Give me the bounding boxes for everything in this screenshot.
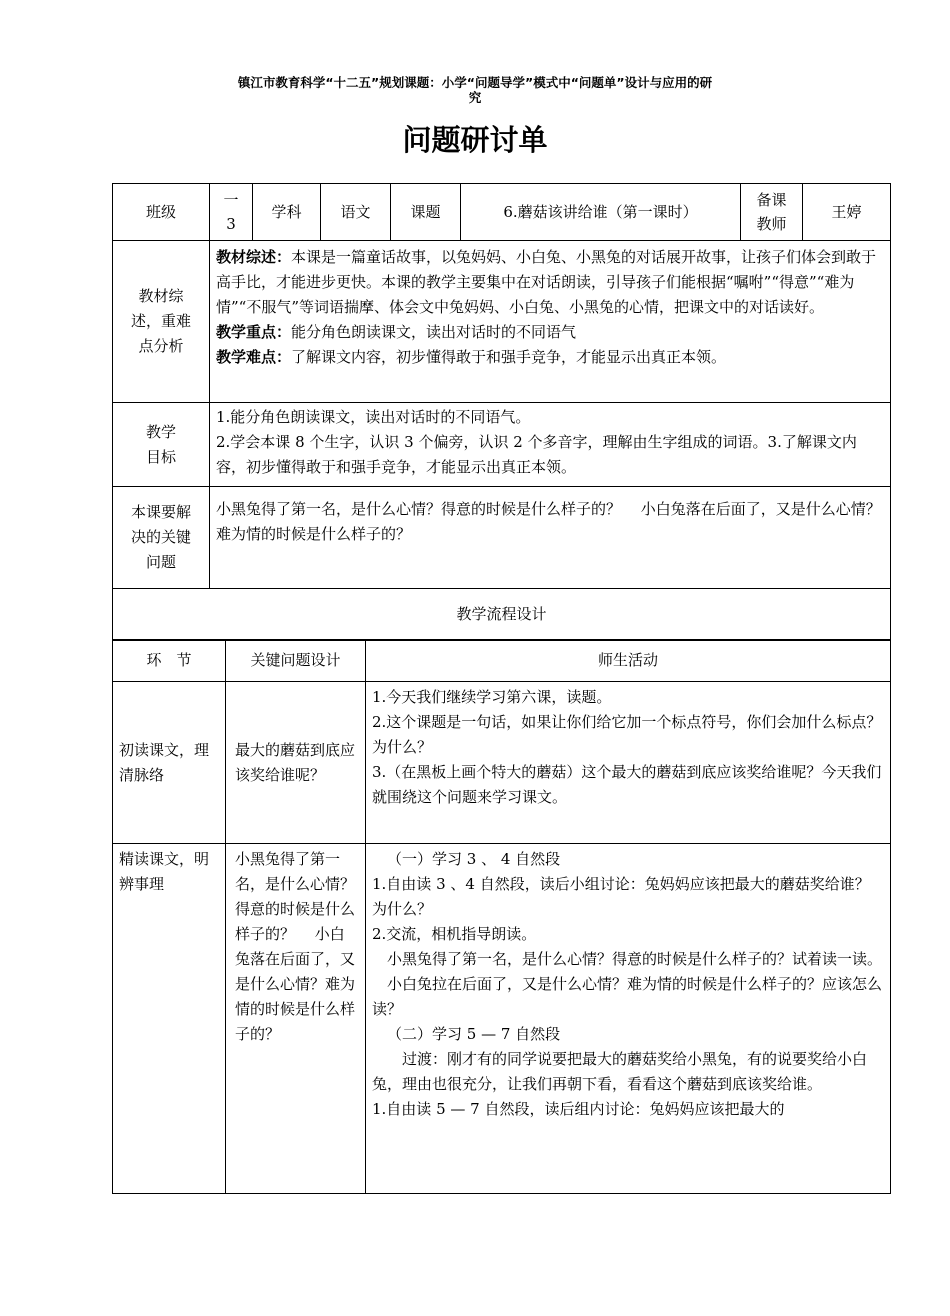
analysis-label-line1: 教材综 xyxy=(138,287,184,305)
class-label: 班级 xyxy=(113,184,210,241)
flow-row xyxy=(113,844,891,1194)
key-question-label-line1: 本课要解 xyxy=(130,503,191,521)
info-row xyxy=(113,184,891,241)
flow-row-activities xyxy=(366,844,891,1194)
analysis-label xyxy=(113,241,210,403)
col-question-header: 关键问题设计 xyxy=(226,640,366,682)
activity-line: 小黑兔得了第一名，是什么心情？得意的时候是什么样子的？试着读一读。 xyxy=(387,950,883,968)
header-line-1: 镇江市教育科学“十二五”规划课题：小学“问题导学”模式中“问题单”设计与应用的研 xyxy=(237,75,713,90)
key-question-label-line2: 决的关键 xyxy=(130,528,191,546)
subject-label: 学科 xyxy=(253,184,321,241)
page-title: 问题研讨单 xyxy=(402,123,548,157)
activity-line: 2.交流，相机指导朗读。 xyxy=(372,925,537,943)
teacher-label xyxy=(741,184,803,241)
class-value-number: 3 xyxy=(226,215,236,233)
key-question-content xyxy=(210,487,891,589)
key-question-label xyxy=(113,487,210,589)
flow-section-row xyxy=(113,589,891,641)
flow-row-question: 小黑兔得了第一名，是什么心情？得意的时候是什么样子的？ 小白兔落在后面了，又是什么心情？难为情的时候是什么样子的？ xyxy=(226,844,366,1194)
col-stage-header: 环 节 xyxy=(113,640,226,682)
col-activity-header: 师生活动 xyxy=(366,640,891,682)
activity-line: 2.这个课题是一句话，如果让你们给它加一个标点符号，你们会加什么标点？为什么？ xyxy=(372,713,882,756)
info-table xyxy=(112,183,891,641)
header-line-2: 究 xyxy=(468,90,482,105)
class-value-grade: 一 xyxy=(223,191,239,209)
analysis-label-line2: 述，重难 xyxy=(130,312,191,330)
focus-label: 教学重点： xyxy=(216,323,292,341)
topic-value: 6.蘑菇该讲给谁（第一课时） xyxy=(461,184,741,241)
teacher-label-line2: 教师 xyxy=(756,215,787,233)
flow-row-stage: 精读课文，明辨事理 xyxy=(113,844,226,1194)
difficulty-label: 教学难点： xyxy=(216,348,292,366)
difficulty-text: 了解课文内容，初步懂得敢于和强手竞争，才能显示出真正本领。 xyxy=(291,348,727,366)
key-question-text: 小黑兔得了第一名，是什么心情？得意的时候是什么样子的？ 小白兔落在后面了，又是什么心情？难为情的时候是什么样子的？ xyxy=(216,500,881,543)
document-header xyxy=(120,75,830,105)
goal-line-2: 2.学会本课 8 个生字，认识 3 个偏旁，认识 2 个多音字，理解由生字组成的词语。3.了解课文内容，初步懂得敢于和强手竞争，才能显示出真正本领。 xyxy=(216,433,857,476)
key-question-row xyxy=(113,487,891,589)
activity-line: 1.自由读 5 — 7 自然段，读后组内讨论：兔妈妈应该把最大的 xyxy=(372,1100,785,1118)
key-question-label-line3: 问题 xyxy=(145,553,176,571)
goals-label-line2: 目标 xyxy=(145,447,176,466)
goals-content xyxy=(210,403,891,487)
flow-header-row xyxy=(113,640,891,682)
flow-row-activities xyxy=(366,682,891,844)
flow-section-title: 教学流程设计 xyxy=(113,589,891,641)
analysis-row xyxy=(113,241,891,403)
flow-row-stage: 初读课文，理清脉络 xyxy=(113,682,226,844)
goal-line-1: 1.能分角色朗读课文，读出对话时的不同语气。 xyxy=(216,408,531,426)
summary-label: 教材综述： xyxy=(216,248,292,266)
class-value xyxy=(210,184,253,241)
focus-text: 能分角色朗读课文，读出对话时的不同语气 xyxy=(291,323,577,341)
activity-line: 1.自由读 3 、4 自然段，读后小组讨论：兔妈妈应该把最大的蘑菇奖给谁？为什么？ xyxy=(372,875,870,918)
activity-line: 1.今天我们继续学习第六课，读题。 xyxy=(372,688,612,706)
teacher-value: 王婷 xyxy=(803,184,891,241)
activity-line: 3.（在黑板上画个特大的蘑菇）这个最大的蘑菇到底应该奖给谁呢？今天我们就围绕这个问题来学习课文。 xyxy=(372,763,882,806)
subject-value: 语文 xyxy=(321,184,391,241)
flow-row-question: 最大的蘑菇到底应该奖给谁呢？ xyxy=(226,682,366,844)
activity-line: （一）学习 3 、 4 自然段 xyxy=(387,850,561,868)
flow-row xyxy=(113,682,891,844)
analysis-label-line3: 点分析 xyxy=(138,337,184,355)
analysis-content xyxy=(210,241,891,403)
goals-label xyxy=(113,403,210,487)
activity-line: （二）学习 5 — 7 自然段 xyxy=(387,1025,561,1043)
flow-table xyxy=(112,639,891,1194)
summary-text: 本课是一篇童话故事，以兔妈妈、小白兔、小黑兔的对话展开故事，让孩子们体会到敢于高手比，才能进步更快。本课的教学主要集中在对话朗读，引导孩子们能根据“嘱咐”“得意”“难为情”“不服气”等词语揣摩、体会文中兔妈妈、小白兔、小黑兔的心情，把课文中的对话读好。 xyxy=(216,248,877,316)
goals-label-line1: 教学 xyxy=(145,422,176,441)
topic-label: 课题 xyxy=(391,184,461,241)
activity-line: 过渡：刚才有的同学说要把最大的蘑菇奖给小黑兔，有的说要奖给小白兔，理由也很充分，让我们再朝下看，看看这个蘑菇到底该奖给谁。 xyxy=(372,1050,868,1093)
goals-row xyxy=(113,403,891,487)
activity-line: 小白兔拉在后面了，又是什么心情？难为情的时候是什么样子的？应该怎么读？ xyxy=(372,975,883,1018)
teacher-label-line1: 备课 xyxy=(756,191,787,209)
